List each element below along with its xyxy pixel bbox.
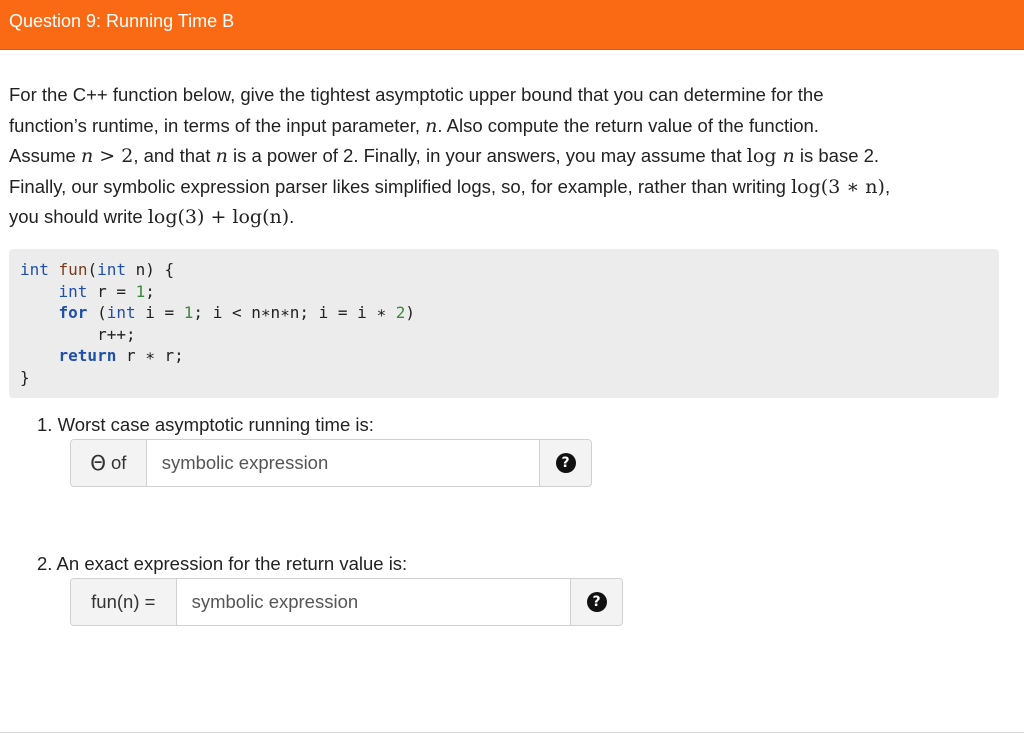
- theta-of-text: of: [111, 452, 127, 473]
- code-line-3: for (int i = 1; i < n∗n∗n; i = i ∗ 2): [58, 303, 415, 323]
- prompt-line-1: For the C++ function below, give the tightest asymptotic upper bound that you can determine for the: [9, 84, 824, 105]
- question-2-input-group: [70, 578, 623, 626]
- question-prompt: [9, 80, 1009, 233]
- question-circle-icon: ?: [556, 453, 576, 473]
- theta-symbol: Θ: [90, 451, 106, 475]
- question-2-help-button[interactable]: [570, 579, 622, 625]
- math-n: n: [215, 145, 228, 167]
- question-2-answer-input[interactable]: [177, 579, 571, 625]
- code-line-1: int fun(int n) {: [20, 260, 175, 279]
- question-1-label: 1. Worst case asymptotic running time is:: [37, 414, 374, 435]
- fun-n-equals-text: fun(n) =: [91, 591, 156, 612]
- math-log-sum: log(3) + log(n): [147, 206, 290, 228]
- question-header: [0, 0, 1024, 50]
- math-n: n: [425, 114, 438, 137]
- theta-of-addon: [71, 440, 147, 486]
- question-1-answer-input[interactable]: [147, 440, 540, 486]
- math-log-n: log n: [746, 145, 795, 167]
- question-2-label: 2. An exact expression for the return value is:: [37, 553, 408, 574]
- code-line-5: return r ∗ r;: [58, 346, 184, 366]
- question-1-input-group: [70, 439, 592, 487]
- prompt-line-4: Finally, our symbolic expression parser likes simplified logs, so, for example, rather than writing log(3 ∗ n),: [9, 175, 891, 198]
- bottom-divider: [0, 732, 1024, 733]
- prompt-line-5: you should write log(3) + log(n).: [9, 206, 295, 228]
- question-title: Question 9: Running Time B: [9, 11, 235, 31]
- prompt-line-2: function’s runtime, in terms of the input parameter, n. Also compute the return value of the function.: [9, 114, 819, 137]
- code-line-6: }: [20, 367, 30, 387]
- prompt-line-3: Assume n > 2, and that n is a power of 2. Finally, in your answers, you may assume that log n is base 2.: [9, 145, 880, 167]
- math-n-gt-2: n > 2: [80, 145, 134, 167]
- code-block: [9, 249, 999, 398]
- fun-n-addon: [71, 579, 177, 625]
- code-line-4: r++;: [20, 324, 136, 344]
- code-line-2: int r = 1;: [58, 281, 155, 301]
- question-circle-icon: ?: [587, 592, 607, 612]
- math-log-3n: log(3 ∗ n): [791, 175, 885, 198]
- question-1-help-button[interactable]: [539, 440, 591, 486]
